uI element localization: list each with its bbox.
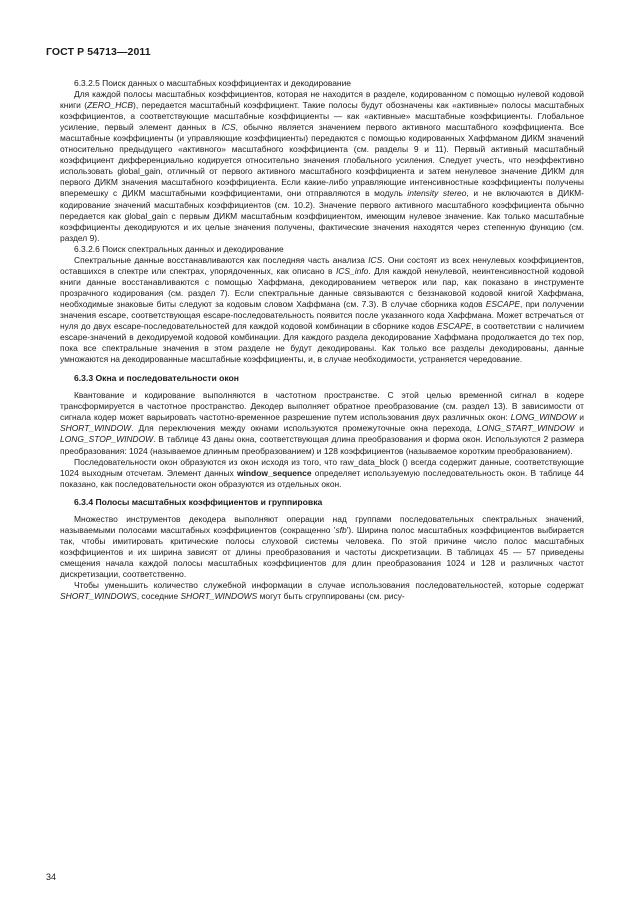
section-heading-6-3-3: 6.3.3 Окна и последовательности окон xyxy=(74,373,239,384)
page-number: 34 xyxy=(46,872,57,882)
paragraph-windows: Квантование и кодирование выполняются в частотном пространстве. С этой целью временной сигнал в кодере трансформируется в частотное пространство. Декодер выполняет обратное преобразование (см. раздел 13). В зависимости от сигнала кодер может варьировать частотно-временное разрешение путем использования двух различных окон: LONG_WINDOW и SHORT_WINDOW. Для переключения между окнами используются промежуточные окна перехода, LONG_START_WINDOW и LONG_STOP_WINDOW. В таблице 43 даны окна, соответствующая длина преобразования и форма окон. Используются 2 размера преобразования: 1024 (называемое длинным преобразованием) и 128 коэффициентов (называемое коротким преобразованием). xyxy=(60,390,584,456)
paragraph-scalefactor-decoding: Для каждой полосы масштабных коэффициентов, которая не находится в разделе, кодированном с помощью нулевой кодовой книги (ZERO_HCB), передается масштабный коэффициент. Такие полосы будут обозначены как «активные» полосы масштабных коэффициентов, а соответствующие масштабные коэффициенты — как «активные» масштабные коэффициенты. Глобальное усиление, первый элемент данных в ICS, обычно является значением первого активного масштабного коэффициента. Все масштабные коэффициенты (и управляющие коэффициенты) передаются с помощью кодированных Хаффманом ДИКМ значений относительно предыдущего «активного» масштабного коэффициента (см. разделы 9 и 11). Первый активный масштабный коэффициент дифференциально кодируется относительно значения глобального усиления. Следует учесть, что неэффективно использовать global_gain, отличный от первого активного масштабного коэффициента и затем ненулевое значение ДИКМ для первого ДИКМ значения масштабного коэффициента. Если какие-либо управляющие интенсивностные коэффициенты получены вперемешку с ДИКМ масштабными коэффициентами, они отправляются в модуль intensity stereo, и не включаются в ДИКМ-кодирование значений масштабных коэффициентов (см. 10.2). Значение первого активного масштабного коэффициента обычно передается как global_gain с первым ДИКМ масштабным коэффициентом, имеющим нулевое значение. Как только масштабные коэффициенты декодируются и их целые значения получены, фактические значения находятся через степенную функцию (см. раздел 9). xyxy=(60,89,584,243)
section-heading-6-3-4: 6.3.4 Полосы масштабных коэффициентов и группировка xyxy=(74,496,323,507)
subsection-heading-6-3-2-5: 6.3.2.5 Поиск данных о масштабных коэффициентах и декодирование xyxy=(74,78,351,88)
paragraph-spectral-decoding: Спектральные данные восстанавливаются как последняя часть анализа ICS. Они состоят из всех ненулевых коэффициентов, оставшихся в спектре или спектрах, упорядоченных, как описано в ICS_info. Для каждой ненулевой, неинтенсивностной кодовой книги данные восстанавливаются с помощью Хаффмана, декодированием четверок или пар, как показано в инструменте прозрачного кодирования (см. раздел 7). Если спектральные данные связываются с беззнаковой кодовой книгой Хаффмана, необходимые знаковые биты следуют за кодовым словом Хаффмана (см. 7.3). В случае сборника кодов ESCAPE, при получении значения escape, соответствующая escape-последовательность появится после указанного кода Хаффмана. Может встречаться от нуля до двух escape-последовательностей для каждой кодовой комбинации в сборнике кодов ESCAPE, в соответствии с наличием escape-значений в декодируемой кодовой комбинации. Для каждого раздела декодирование Хаффмана продолжается до тех пор, пока все спектральные значения в этом разделе не будут декодированы. Как только все разделы декодированы, данные умножаются на декодированные масштабные коэффициенты, и, в случае необходимости, устраняется чередование. xyxy=(60,254,585,365)
document-header: ГОСТ Р 54713—2011 xyxy=(46,46,151,58)
subsection-heading-6-3-2-6: 6.3.2.6 Поиск спектральных данных и декодирование xyxy=(74,243,284,254)
paragraph-window-sequences: Последовательности окон образуются из окон исходя из того, что raw_data_block () всегда содержит данные, соответствующие 1024 выходным отсчетам. Элемент данных window_sequence определяет используемую последовательность окон. В таблице 44 показано, как последовательности окон образуются из отдельных окон. xyxy=(60,456,584,489)
paragraph-grouping: Чтобы уменьшить количество служебной информации в случае использования последовательностей, которые содержат SHORT_WINDOWS, соседние SHORT_WINDOWS могут быть сгруппированы (см. рису- xyxy=(60,580,584,602)
paragraph-scalefactor-bands: Множество инструментов декодера выполняют операции над группами последовательных спектральных значений, называемыми полосами масштабных коэффициентов (сокращенно 'sfb'). Ширина полос масштабных коэффициентов выбирается так, чтобы имитировать критические полосы слуховой системы человека. По этой причине число полос масштабных коэффициентов и их ширина зависят от длины преобразования и частоты дискретизации. В таблицах 45 — 57 приведены смещения начала каждой полосы масштабных коэффициентов для длин преобразования 1024 и 128 и различных частот дискретизации, соответственно. xyxy=(60,513,584,579)
document-body xyxy=(60,78,584,602)
